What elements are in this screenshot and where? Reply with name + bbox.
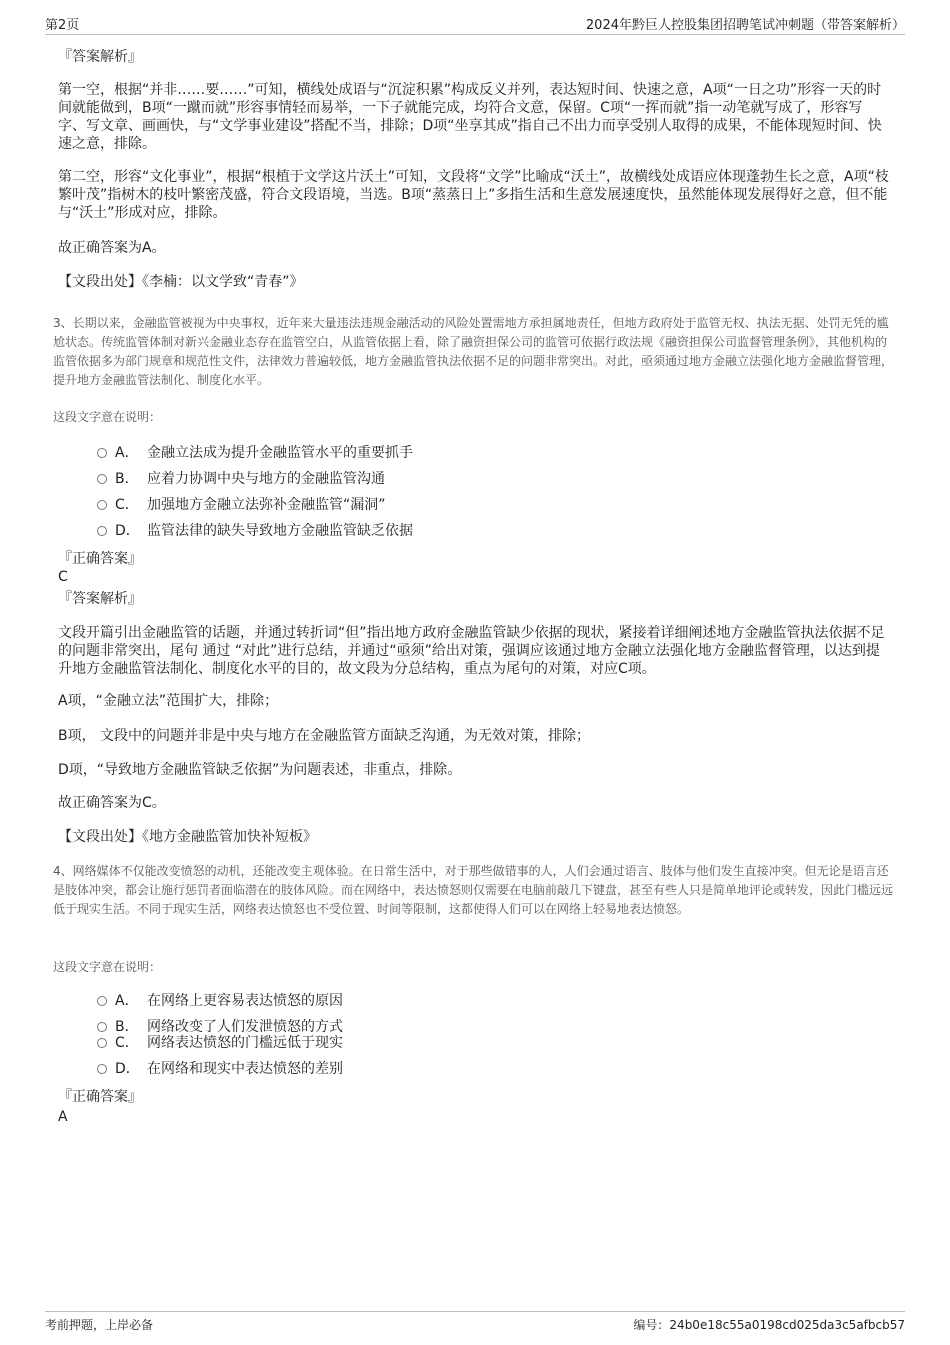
q2-conclusion: 故正确答案为A。 bbox=[58, 240, 166, 256]
q4-answer-mark: 『正确答案』 bbox=[58, 1089, 142, 1105]
q3-analysis-a: A项，“金融立法”范围扩大，排除； bbox=[58, 693, 279, 709]
q2-source: 【文段出处】《李楠：以文学致“青春”》 bbox=[58, 274, 304, 290]
q4-question: 这段文字意在说明： bbox=[53, 960, 162, 974]
q4-option-a[interactable]: A． 在网络上更容易表达愤怒的原因 bbox=[97, 992, 343, 1010]
q3-answer: C bbox=[58, 569, 68, 585]
radio-icon[interactable] bbox=[97, 996, 107, 1006]
q3-answer-mark: 『正确答案』 bbox=[58, 551, 142, 567]
q3-analysis-mark: 『答案解析』 bbox=[58, 591, 142, 607]
radio-icon[interactable] bbox=[97, 1064, 107, 1074]
q2-analysis-p2: 第二空，形容“文化事业”，根据“根植于文学这片沃土”可知，文段将“文学”比喻成“沃土”，故横线处成语应体现蓬勃生长之意，A项“枝繁叶茂”指树木的枝叶繁密茂盛，符合文段语境，当选。B项“蒸蒸日上”多指生活和生意发展速度快，虽然能体现发展得好之意，但不能与“沃土”形成对应，排除。 bbox=[58, 169, 889, 221]
document-title: 2024年黔巨人控股集团招聘笔试冲刺题（带答案解析） bbox=[585, 18, 905, 33]
q3-analysis-b: B项， 文段中的问题并非是中央与地方在金融监管方面缺乏沟通，为无效对策，排除； bbox=[58, 728, 591, 744]
q2-analysis-mark: 『答案解析』 bbox=[58, 49, 142, 65]
radio-icon[interactable] bbox=[97, 448, 107, 458]
q3-question: 这段文字意在说明： bbox=[53, 410, 162, 424]
q3-conclusion: 故正确答案为C。 bbox=[58, 795, 166, 811]
q3-source: 【文段出处】《地方金融监管加快补短板》 bbox=[58, 829, 317, 845]
q3-option-b[interactable]: B． 应着力协调中央与地方的金融监管沟通 bbox=[97, 470, 385, 488]
q4-option-d[interactable]: D． 在网络和现实中表达愤怒的差别 bbox=[97, 1060, 343, 1078]
radio-icon[interactable] bbox=[97, 526, 107, 536]
q4-answer: A bbox=[58, 1109, 68, 1125]
footer-note: 考前押题，上岸必备 bbox=[45, 1318, 154, 1332]
radio-icon[interactable] bbox=[97, 1022, 107, 1032]
q3-stem: 3、长期以来，金融监管被视为中央事权，近年来大量违法违规金融活动的风险处置需地方承担属地责任，但地方政府处于监管无权、执法无据、处罚无凭的尴尬状态。传统监管体制对新兴金融业态存在监管空白，从监管依据上看，除了融资担保公司的监管可依据行政法规《融资担保公司监督管理条例》，其他机构的监管依据多为部门规章和规范性文件，法律效力普遍较低，地方金融监管执法依据不足的问题非常突出。对此，亟须通过地方金融立法强化地方金融监督管理，提升地方金融监管法制化、制度化水平。 bbox=[53, 316, 894, 387]
page-number: 第2页 bbox=[45, 18, 80, 33]
q4-stem: 4、网络媒体不仅能改变愤怒的动机，还能改变主观体验。在日常生活中，对于那些做错事的人，人们会通过语言、肢体与他们发生直接冲突。但无论是语言还是肢体冲突，都会让施行惩罚者面临潜在的肢体风险。而在网络中，表达愤怒则仅需要在电脑前敲几下键盘，甚至有些人只是简单地评论或转发，因此门槛远远低于现实生活。不同于现实生活，网络表达愤怒也不受位置、时间等限制，这都使得人们可以在网络上轻易地表达愤怒。 bbox=[53, 864, 894, 916]
page-header bbox=[45, 0, 905, 35]
q4-option-b[interactable]: B． 网络改变了人们发泄愤怒的方式 bbox=[97, 1018, 343, 1036]
q3-option-d[interactable]: D． 监管法律的缺失导致地方金融监管缺乏依据 bbox=[97, 522, 413, 540]
radio-icon[interactable] bbox=[97, 500, 107, 510]
page-footer bbox=[45, 1311, 905, 1332]
q2-analysis-p1: 第一空，根据“并非……要……”可知，横线处成语与“沉淀积累”构成反义并列，表达短时间、快速之意，A项“一日之功”形容一天的时间就能做到，B项“一蹴而就”形容事情轻而易举，一下子就能完成，均符合文意，保留。C项“一挥而就”指一动笔就写成了，形容写字、写文章、画画快，与“文学事业建设”搭配不当，排除；D项“坐享其成”指自己不出力而享受别人取得的成果，不能体现短时间、快速之意，排除。 bbox=[58, 82, 882, 152]
q3-option-a[interactable]: A． 金融立法成为提升金融监管水平的重要抓手 bbox=[97, 444, 413, 462]
q3-analysis-p1: 文段开篇引出金融监管的话题，并通过转折词“但”指出地方政府金融监管缺少依据的现状，紧接着详细阐述地方金融监管执法依据不足的问题非常突出，尾句 通过 “对此”进行总结，并通过“亟须”给出对策，强调应该通过地方金融立法强化地方金融监督管理，以达到提升地方金融监管法制化、制度化水平的目的，故文段为分总结构，重点为尾句的对策，对应C项。 bbox=[58, 625, 885, 677]
q3-option-c[interactable]: C． 加强地方金融立法弥补金融监管“漏洞” bbox=[97, 496, 386, 514]
footer-code: 编号：24b0e18c55a0198cd025da3c5afbcb57 bbox=[633, 1318, 905, 1332]
q3-analysis-d: D项，“导致地方金融监管缺乏依据”为问题表述，非重点，排除。 bbox=[58, 762, 462, 778]
q4-option-c[interactable]: C． 网络表达愤怒的门槛远低于现实 bbox=[97, 1034, 343, 1052]
radio-icon[interactable] bbox=[97, 1038, 107, 1048]
radio-icon[interactable] bbox=[97, 474, 107, 484]
